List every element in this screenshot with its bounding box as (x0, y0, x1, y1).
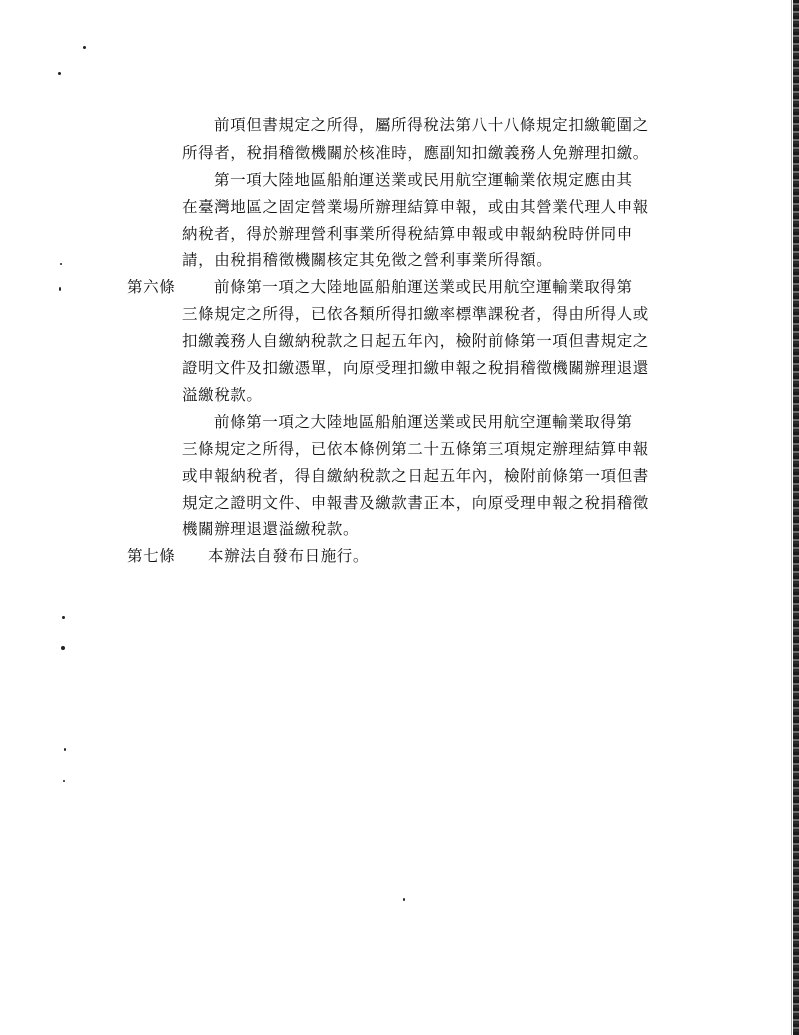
text-line: 請，由稅捐稽徵機關核定其免徵之營利事業所得額。 (182, 251, 553, 269)
article-7-label: 第七條 (127, 547, 176, 565)
text-line: 扣繳義務人自繳納稅款之日起五年內，檢附前條第一項但書規定之 (182, 332, 649, 350)
text-line: 本辦法自發布日施行。 (208, 547, 370, 565)
text-line: 所得者，稅捐稽徵機關於核准時，應副知扣繳義務人免辦理扣繳。 (182, 144, 649, 162)
text-line: 或申報納稅者，得自繳納稅款之日起五年內，檢附前條第一項但書 (182, 467, 649, 485)
scan-speck (62, 616, 65, 619)
text-line: 前條第一項之大陸地區船舶運送業或民用航空運輸業取得第 (214, 278, 633, 296)
text-line: 證明文件及扣繳憑單，向原受理扣繳申報之稅捐稽徵機關辦理退還 (182, 359, 649, 377)
text-line: 第一項大陸地區船舶運送業或民用航空運輸業依規定應由其 (214, 171, 633, 189)
scan-speck (64, 748, 66, 751)
text-line: 三條規定之所得，已依各類所得扣繳率標準課稅者，得由所得人或 (182, 305, 649, 323)
scan-speck (58, 72, 61, 75)
text-line: 前項但書規定之所得，屬所得稅法第八十八條規定扣繳範圍之 (214, 116, 649, 134)
text-line: 在臺灣地區之固定營業場所辦理結算申報，或由其營業代理人申報 (182, 198, 649, 216)
scan-speck (83, 46, 86, 49)
scan-speck (61, 646, 65, 650)
text-line: 納稅者，得於辦理營利事業所得稅結算申報或申報納稅時併同申 (182, 225, 633, 243)
text-line: 機關辦理退還溢繳稅款。 (182, 520, 360, 538)
text-line: 前條第一項之大陸地區船舶運送業或民用航空運輸業取得第 (214, 413, 633, 431)
scan-speck (403, 898, 405, 901)
text-line: 三條規定之所得，已依本條例第二十五條第三項規定辦理結算申報 (182, 440, 649, 458)
text-line: 規定之證明文件、申報書及繳款書正本，向原受理申報之稅捐稽徵 (182, 494, 649, 512)
article-6-label: 第六條 (127, 278, 176, 296)
text-line: 溢繳稅款。 (182, 386, 263, 404)
scan-speck (63, 780, 65, 782)
